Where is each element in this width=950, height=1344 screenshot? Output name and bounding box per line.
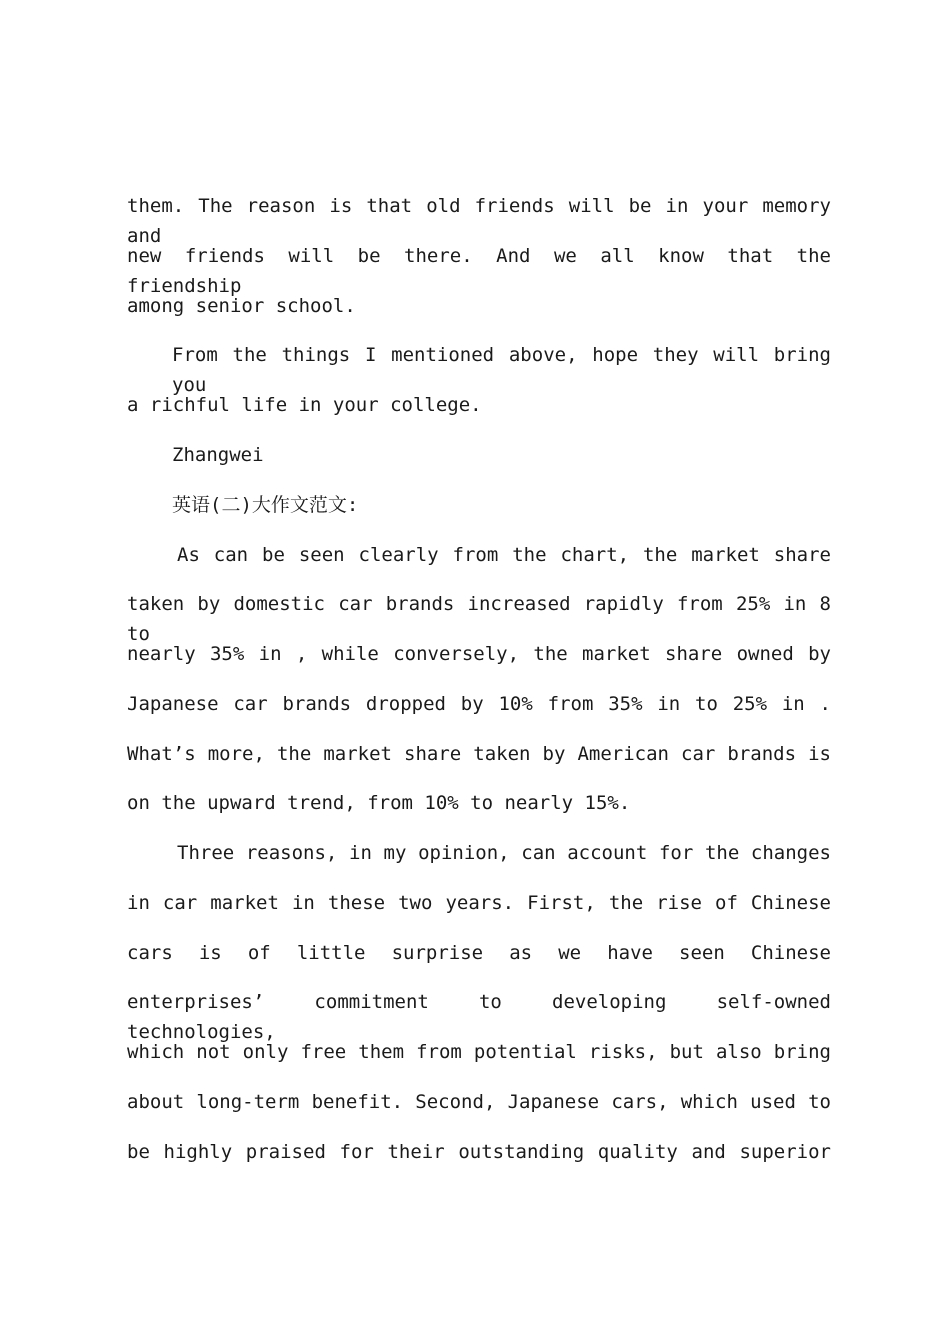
text-line-5: a richful life in your college. — [127, 394, 482, 416]
text-line-9: taken by domestic car brands increased rapidly from 25% in 8 to — [127, 593, 831, 645]
text-line-16: cars is of little surprise as we have seen Chinese — [127, 942, 831, 964]
text-line-13: on the upward trend, from 10% to nearly 15%. — [127, 792, 631, 814]
text-line-8: As can be seen clearly from the chart, the market share — [177, 544, 831, 566]
text-line-3: among senior school. — [127, 295, 356, 317]
text-line-2: new friends will be there. And we all know that the friendship — [127, 245, 831, 297]
text-line-15: in car market in these two years. First, the rise of Chinese — [127, 892, 831, 914]
text-line-1: them. The reason is that old friends will be in your memory and — [127, 195, 831, 247]
text-line-4: From the things I mentioned above, hope they will bring you — [172, 344, 831, 396]
text-line-10: nearly 35% in , while conversely, the market share owned by — [127, 643, 831, 665]
text-line-18: which not only free them from potential risks, but also bring — [127, 1041, 831, 1063]
text-line-17: enterprises’ commitment to developing self-owned technologies, — [127, 991, 831, 1043]
text-line-20: be highly praised for their outstanding quality and superior — [127, 1141, 831, 1163]
signature-name: Zhangwei — [172, 444, 264, 466]
text-line-14: Three reasons, in my opinion, can account for the changes — [177, 842, 831, 864]
text-line-12: What’s more, the market share taken by American car brands is — [127, 743, 831, 765]
section-heading: 英语(二)大作文范文: — [172, 494, 359, 516]
text-line-19: about long-term benefit. Second, Japanese cars, which used to — [127, 1091, 831, 1113]
text-line-11: Japanese car brands dropped by 10% from 35% in to 25% in . — [127, 693, 831, 715]
